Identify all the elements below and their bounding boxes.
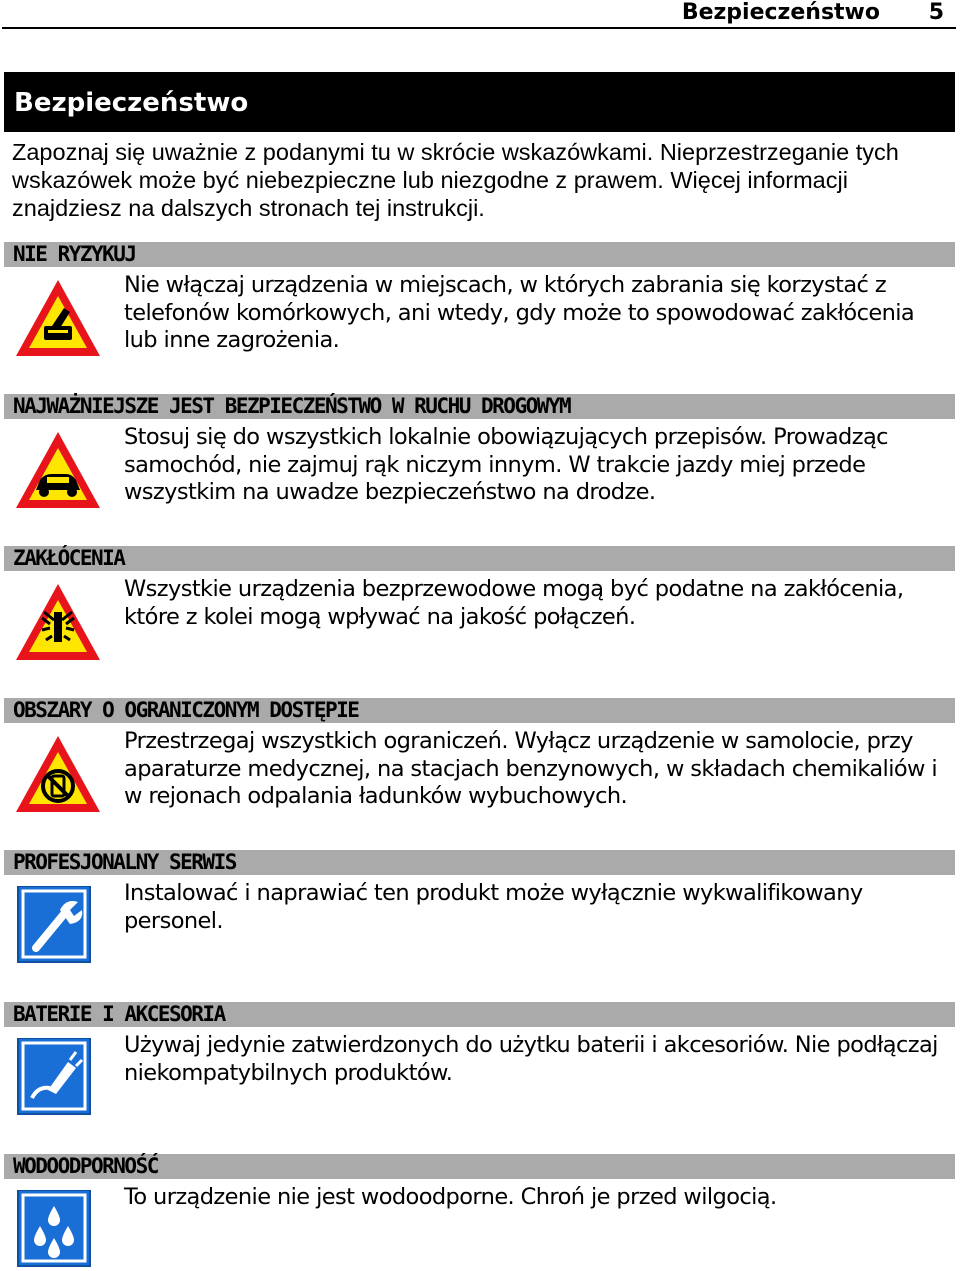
section-body: Używaj jedynie zatwierdzonych do użytku baterii i akcesoriów. Nie podłączaj niekompatybilnych produktów.	[124, 1032, 938, 1086]
section-interference	[4, 546, 955, 630]
section-heading: OBSZARY O OGRANICZONYM DOSTĘPIE	[13, 698, 359, 722]
intro-paragraph: Zapoznaj się uważnie z podanymi tu w skrócie wskazówkami. Nieprzestrzeganie tych wskazówek może być niebezpieczne lub niezgodne z prawem. Więcej informacji znajdziesz na dalszych stronach tej instrukcji.	[12, 139, 899, 221]
section-water-resistance	[4, 1154, 955, 1210]
switch-off-warning-icon	[14, 278, 102, 358]
running-header-title: Bezpieczeństwo	[681, 0, 880, 25]
section-heading: WODOODPORNOŚĆ	[13, 1154, 158, 1178]
section-heading-bar	[4, 1002, 955, 1027]
header-rule	[2, 27, 956, 29]
road-safety-car-icon	[14, 430, 102, 510]
section-heading-bar	[4, 546, 955, 571]
chapter-title-bar	[4, 72, 955, 132]
section-heading-bar	[4, 394, 955, 419]
section-heading-bar	[4, 242, 955, 267]
section-batteries-accessories	[4, 1002, 955, 1086]
section-qualified-service	[4, 850, 955, 934]
section-body: Instalować i naprawiać ten produkt może wyłącznie wykwalifikowany personel.	[124, 880, 863, 934]
section-body: To urządzenie nie jest wodoodporne. Chroń je przed wilgocią.	[124, 1184, 777, 1210]
running-header	[0, 0, 960, 28]
chapter-title: Bezpieczeństwo	[14, 88, 249, 118]
wrench-icon	[14, 886, 102, 966]
section-heading-bar	[4, 698, 955, 723]
page-number: 5	[928, 0, 944, 25]
section-heading: NAJWAŻNIEJSZE JEST BEZPIECZEŃSTWO W RUCHU DROGOWYM	[13, 394, 571, 418]
section-switch-off	[4, 242, 955, 353]
section-restricted-areas	[4, 698, 955, 809]
section-heading-bar	[4, 1154, 955, 1179]
section-body: Wszystkie urządzenia bezprzewodowe mogą być podatne na zakłócenia, które z kolei mogą wpływać na jakość połączeń.	[124, 576, 904, 630]
section-heading: ZAKŁÓCENIA	[13, 546, 125, 570]
restricted-area-icon	[14, 734, 102, 814]
section-heading: PROFESJONALNY SERWIS	[13, 850, 236, 874]
water-drops-icon	[14, 1190, 102, 1270]
section-body: Nie włączaj urządzenia w miejscach, w których zabrania się korzystać z telefonów komórkowych, ani wtedy, gdy może to spowodować zakłócenia lub inne zagrożenia.	[124, 272, 915, 353]
battery-plug-icon	[14, 1038, 102, 1118]
section-body: Stosuj się do wszystkich lokalnie obowiązujących przepisów. Prowadząc samochód, nie zajmuj rąk niczym innym. W trakcie jazdy miej przede wszystkim na uwadze bezpieczeństwo na drodze.	[124, 424, 888, 505]
section-heading-bar	[4, 850, 955, 875]
section-heading: BATERIE I AKCESORIA	[13, 1002, 225, 1026]
section-road-safety	[4, 394, 955, 505]
interference-icon	[14, 582, 102, 662]
section-heading: NIE RYZYKUJ	[13, 242, 136, 266]
section-body: Przestrzegaj wszystkich ograniczeń. Wyłącz urządzenie w samolocie, przy aparaturze medycznej, na stacjach benzynowych, w składach chemikaliów i w rejonach odpalania ładunków wybuchowych.	[124, 728, 938, 809]
